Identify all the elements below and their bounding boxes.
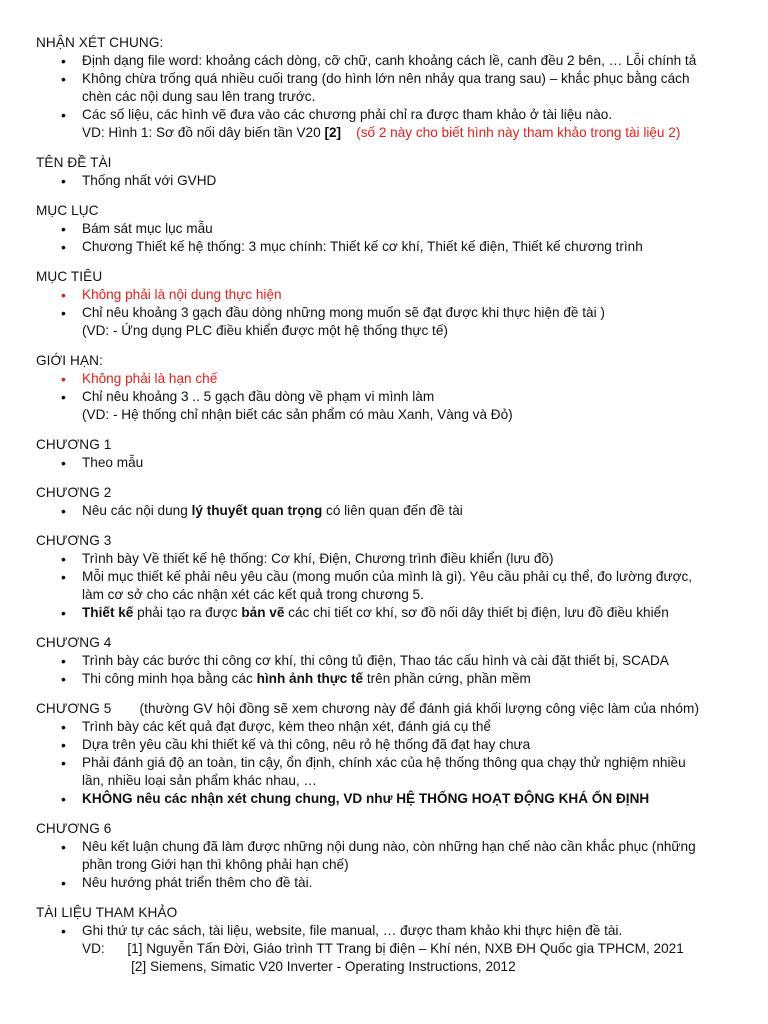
bold-text: KHÔNG nêu các nhận xét chung chung, VD như HỆ THỐNG HOẠT ĐỘNG KHÁ ỔN ĐỊNH <box>82 791 650 806</box>
list-item: • Nêu hướng phát triển thêm cho đề tài. <box>36 874 748 892</box>
section-title: CHƯƠNG 3 <box>36 533 112 548</box>
section-chapter-4 <box>36 634 748 688</box>
bullet-list <box>36 52 748 142</box>
list-item <box>36 502 748 520</box>
list-item: • Trình bày các kết quả đạt được, kèm theo nhận xét, đánh giá cụ thể <box>36 718 748 736</box>
bullet-list <box>36 838 748 892</box>
list-item-line: làm cơ sở cho các nhận xét các kết quả trong chương 5. <box>82 587 424 602</box>
list-item-line: • Chỉ nêu khoảng 3 gạch đầu dòng những mong muốn sẽ đạt được khi thực hiện đề tài ) <box>82 305 605 320</box>
list-item <box>36 922 748 976</box>
bullet-list <box>36 718 748 808</box>
section-title: MỤC TIÊU <box>36 269 103 284</box>
section-objectives <box>36 268 748 340</box>
list-item: • Dựa trên yêu cầu khi thiết kế và thi công, nêu rỏ hệ thống đã đạt hay chưa <box>36 736 748 754</box>
section-title: CHƯƠNG 2 <box>36 485 112 500</box>
list-item <box>36 388 748 424</box>
list-item-line: • Phải đánh giá độ an toàn, tin cậy, ổn định, chính xác của hệ thống thông qua chạy thử nghiệm nhiều <box>82 755 686 770</box>
section-references <box>36 904 748 976</box>
reference-entry: VD: [1] Nguyễn Tấn Đời, Giáo trình TT Trang bị điện – Khí nén, NXB ĐH Quốc gia TPHCM, 2021 <box>82 941 684 956</box>
list-item <box>36 304 748 340</box>
list-item: • Trình bày các bước thi công cơ khí, thi công tủ điện, Thao tác cấu hình và cài đặt thiết bị, SCADA <box>36 652 748 670</box>
list-item-line: • Nêu kết luận chung đã làm được những nội dung nào, còn những hạn chế nào cần khắc phục (những <box>82 839 696 854</box>
section-title: GIỚI HẠN: <box>36 353 103 368</box>
list-item <box>36 670 748 688</box>
section-title-text: CHƯƠNG 5 <box>36 701 112 716</box>
text-run: các chi tiết cơ khí, sơ đồ nối dây thiết bị điện, lưu đồ điều khiển <box>284 605 669 620</box>
bullet-list <box>36 652 748 688</box>
list-item-line: phần trong Giới hạn thì không phải hạn chế) <box>82 857 349 872</box>
list-item: • Thống nhất với GVHD <box>36 172 748 190</box>
text-run: trên phần cứng, phần mềm <box>363 671 531 686</box>
bullet-list <box>36 220 748 256</box>
list-item <box>36 838 748 874</box>
list-item-line: • Mỗi mục thiết kế phải nêu yêu cầu (mong muốn của mình là gì). Yêu cầu phải cụ thể, đo lường được, <box>82 569 693 584</box>
section-table-of-contents <box>36 202 748 256</box>
bullet-list <box>36 454 748 472</box>
bullet-list <box>36 922 748 976</box>
list-item: • Theo mẫu <box>36 454 748 472</box>
list-item-line: • Các số liệu, các hình vẽ đưa vào các chương phải chỉ ra được tham khảo ở tài liệu nào. <box>82 107 613 122</box>
section-chapter-3 <box>36 532 748 622</box>
section-title: TÊN ĐỀ TÀI <box>36 155 112 170</box>
section-chapter-5 <box>36 700 748 808</box>
list-item-red: • Không phải là hạn chế <box>36 370 748 388</box>
section-chapter-6 <box>36 820 748 892</box>
list-item <box>36 70 748 106</box>
list-item-line: • Chỉ nêu khoảng 3 .. 5 gạch đầu dòng về phạm vi mình làm <box>82 389 435 404</box>
section-title: MỤC LỤC <box>36 203 99 218</box>
text-run: Nêu các nội dung <box>82 503 192 518</box>
section-title: CHƯƠNG 4 <box>36 635 112 650</box>
bold-text: bản vẽ <box>241 605 285 620</box>
text-run: có liên quan đến đề tài <box>322 503 463 518</box>
bullet-list <box>36 550 748 622</box>
section-chapter-2 <box>36 484 748 520</box>
section-title-with-note <box>36 700 748 718</box>
section-note: (thường GV hội đồng sẽ xem chương này để đánh giá khối lượng công việc làm của nhóm) <box>139 701 700 716</box>
bold-text: Thiết kế <box>82 605 134 620</box>
list-item-line: chèn các nội dung sau lên trang trước. <box>82 89 316 104</box>
list-item <box>36 790 748 808</box>
list-item-line: • Không chừa trống quá nhiều cuối trang (do hình lớn nên nhảy qua trang sau) – khắc phục bằng cách <box>82 71 690 86</box>
example-text: VD: Hình 1: Sơ đồ nối dây biến tần V20 <box>82 125 325 140</box>
list-item-red: • Không phải là nội dung thực hiện <box>36 286 748 304</box>
bullet-list <box>36 286 748 340</box>
bullet-list <box>36 370 748 424</box>
bullet-list <box>36 172 748 190</box>
list-item: • Chương Thiết kế hệ thống: 3 mục chính: Thiết kế cơ khí, Thiết kế điện, Thiết kế chương trình <box>36 238 748 256</box>
list-item <box>36 604 748 622</box>
section-title: TÀI LIỆU THAM KHẢO <box>36 905 178 920</box>
list-item <box>36 106 748 142</box>
reference-number: [2] <box>324 125 342 140</box>
list-item <box>36 754 748 790</box>
text-run: phải tạo ra được <box>133 605 242 620</box>
section-topic-name <box>36 154 748 190</box>
red-note: (số 2 này cho biết hình này tham khảo trong tài liệu 2) <box>356 125 681 140</box>
bold-text: hình ảnh thực tế <box>256 671 364 686</box>
bullet-list <box>36 502 748 520</box>
section-limitations <box>36 352 748 424</box>
section-title: CHƯƠNG 6 <box>36 821 112 836</box>
section-title: NHẬN XÉT CHUNG: <box>36 35 164 50</box>
list-item-line: lần, nhiều loại sản phẩm khác nhau, … <box>82 773 318 788</box>
text-run: Thi công minh họa bằng các <box>82 671 257 686</box>
list-item: • Bám sát mục lục mẫu <box>36 220 748 238</box>
reference-entry: [2] Siemens, Simatic V20 Inverter - Operating Instructions, 2012 <box>82 959 516 974</box>
bold-text: lý thuyết quan trọng <box>191 503 323 518</box>
list-item-line: • Ghi thứ tự các sách, tài liệu, website, file manual, … được tham khảo khi thực hiện đề tài. <box>82 923 623 938</box>
list-item <box>36 568 748 604</box>
section-general-remarks <box>36 34 748 142</box>
list-item-line <box>82 124 748 142</box>
section-chapter-1 <box>36 436 748 472</box>
list-item-line: (VD: - Ứng dụng PLC điều khiển được một hệ thống thực tế) <box>82 323 448 338</box>
list-item-line: (VD: - Hệ thống chỉ nhận biết các sản phẩm có màu Xanh, Vàng và Đỏ) <box>82 407 513 422</box>
section-title: CHƯƠNG 1 <box>36 437 112 452</box>
list-item: • Định dạng file word: khoảng cách dòng, cỡ chữ, canh khoảng cách lề, canh đều 2 bên, … Lỗi chính tả <box>36 52 748 70</box>
list-item: • Trình bày Về thiết kế hệ thống: Cơ khí, Điện, Chương trình điều khiển (lưu đồ) <box>36 550 748 568</box>
